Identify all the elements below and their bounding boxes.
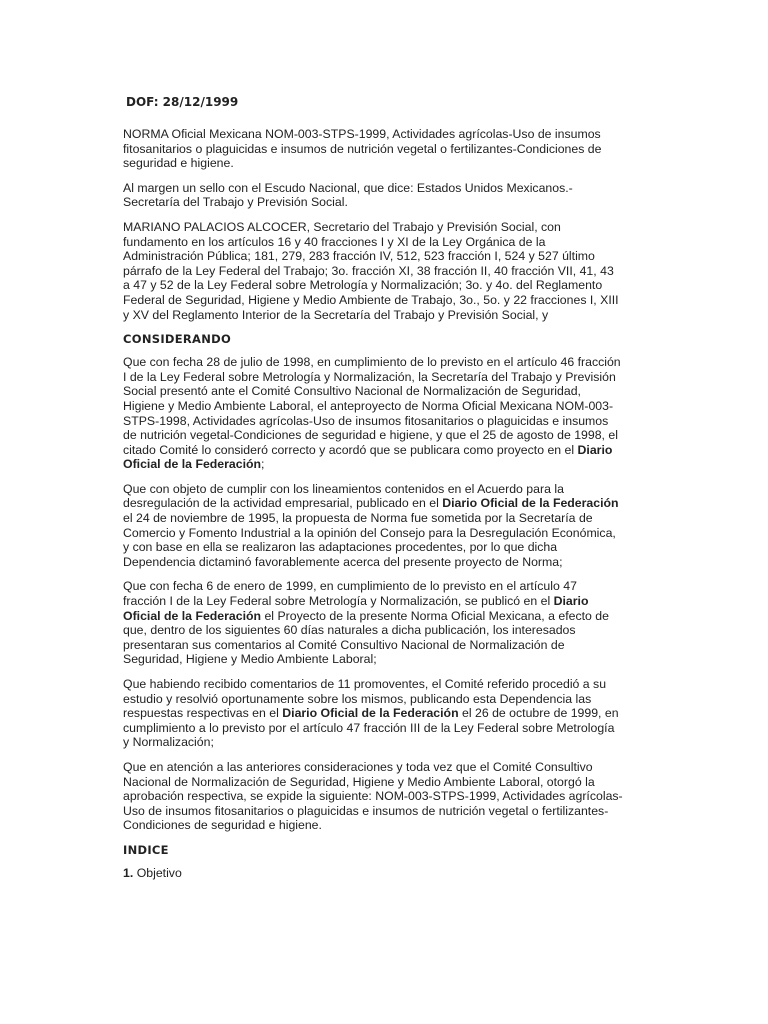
dof-reference: Diario Oficial de la Federación xyxy=(123,442,613,472)
considerando-paragraph-2 xyxy=(123,482,623,570)
publication-date: DOF: 28/12/1999 xyxy=(126,95,239,109)
seal-paragraph: Al margen un sello con el Escudo Nacional, que dice: Estados Unidos Mexicanos.- Secretaría del Trabajo y Previsión Social. xyxy=(123,180,573,210)
dof-reference: Diario Oficial de la Federación xyxy=(442,496,619,511)
paragraph-text-end: ; xyxy=(261,457,265,472)
considerando-paragraph-3 xyxy=(123,579,623,667)
index-item-number: 1. xyxy=(123,865,134,880)
paragraph-text: Que con objeto de cumplir con los lineamientos contenidos en el Acuerdo para la desregulación de la actividad empresarial, publicado en el xyxy=(123,481,564,511)
paragraph-text: Que con fecha 6 de enero de 1999, en cumplimiento de lo previsto en el artículo 47 fracción I de la Ley Federal sobre Metrología y Normalización, se publicó en el xyxy=(123,579,577,609)
index-item-label: Objetivo xyxy=(136,865,182,880)
paragraph-text-end: el 24 de noviembre de 1995, la propuesta de Norma fue sometida por la Secretaría de Comercio y Fomento Industrial a la opinión del Consejo para la Desregulación Económica, y con base en ella se realizaron las adaptaciones procedentes, por lo que dicha Dependencia dictaminó favorablemente acerca del presente proyecto de Norma; xyxy=(123,511,616,569)
paragraph-text-end: el Proyecto de la presente Norma Oficial Mexicana, a efecto de que, dentro de los siguientes 60 días naturales a dicha publicación, los interesados presentaran sus comentarios al Comité Consultivo Nacional de Normalización de Seguridad, Higiene y Medio Ambiente Laboral; xyxy=(123,608,609,667)
document-page xyxy=(123,95,623,881)
considerando-paragraph-4 xyxy=(123,677,623,750)
norm-title-paragraph: NORMA Oficial Mexicana NOM-003-STPS-1999, Actividades agrícolas-Uso de insumos fitosanitarios o plaguicidas e insumos de nutrición vegetal o fertilizantes-Condiciones de seguridad e higiene. xyxy=(123,127,602,171)
dof-reference: Diario Oficial de la Federación xyxy=(282,706,459,721)
indice-heading: INDICE xyxy=(123,842,169,857)
index-item-objetivo xyxy=(123,866,623,881)
considerando-heading: CONSIDERANDO xyxy=(123,332,232,347)
paragraph-text: Que habiendo recibido comentarios de 11 promoventes, el Comité referido procedió a su estudio y resolvió oportunamente sobre los mismos, publicando esta Dependencia las respuestas respectivas en el xyxy=(123,677,607,721)
paragraph-text: Que con fecha 28 de julio de 1998, en cumplimiento de lo previsto en el artículo 46 fracción I de la Ley Federal sobre Metrología y Normalización, la Secretaría del Trabajo y Previsión Social presentó ante el Comité Consultivo Nacional de Normalización de Seguridad, Higiene y Medio Ambiente Laboral, el anteproyecto de Norma Oficial Mexicana NOM-003-STPS-1998, Actividades agrícolas-Uso de insumos fitosanitarios o plaguicidas e insumos de nutrición vegetal-Condiciones de seguridad e higiene, y que el 25 de agosto de 1998, el citado Comité lo consideró correcto y acordó que se publicara como proyecto en el xyxy=(123,355,621,457)
paragraph-text-end: el 26 de octubre de 1999, en cumplimiento a lo previsto por el artículo 47 fracción III de la Ley Federal sobre Metrología y Normalización; xyxy=(123,706,619,750)
dof-reference: Diario Oficial de la Federación xyxy=(123,594,589,623)
considerando-paragraph-5: Que en atención a las anteriores consideraciones y toda vez que el Comité Consultivo Nacional de Normalización de Seguridad, Higiene y Medio Ambiente Laboral, otorgó la aprobación respectiva, se expide la siguiente: NOM-003-STPS-1999, Actividades agrícolas-Uso de insumos fitosanitarios o plaguicidas e insumos de nutrición vegetal o fertilizantes-Condiciones de seguridad e higiene. xyxy=(123,759,623,833)
considerando-paragraph-1 xyxy=(123,355,623,472)
secretary-paragraph: MARIANO PALACIOS ALCOCER, Secretario del Trabajo y Previsión Social, con fundamento en los artículos 16 y 40 fracciones I y XI de la Ley Orgánica de la Administración Pública; 181, 279, 283 fracción IV, 512, 523 fracción I, 524 y 527 último párrafo de la Ley Federal del Trabajo; 3o. fracción XI, 38 fracción II, 40 fracción VII, 41, 43 a 47 y 52 de la Ley Federal sobre Metrología y Normalización; 3o. y 4o. del Reglamento Federal de Seguridad, Higiene y Medio Ambiente de Trabajo, 3o., 5o. y 22 fracciones I, XIII y XV del Reglamento Interior de la Secretaría del Trabajo y Previsión Social, y xyxy=(123,219,619,322)
